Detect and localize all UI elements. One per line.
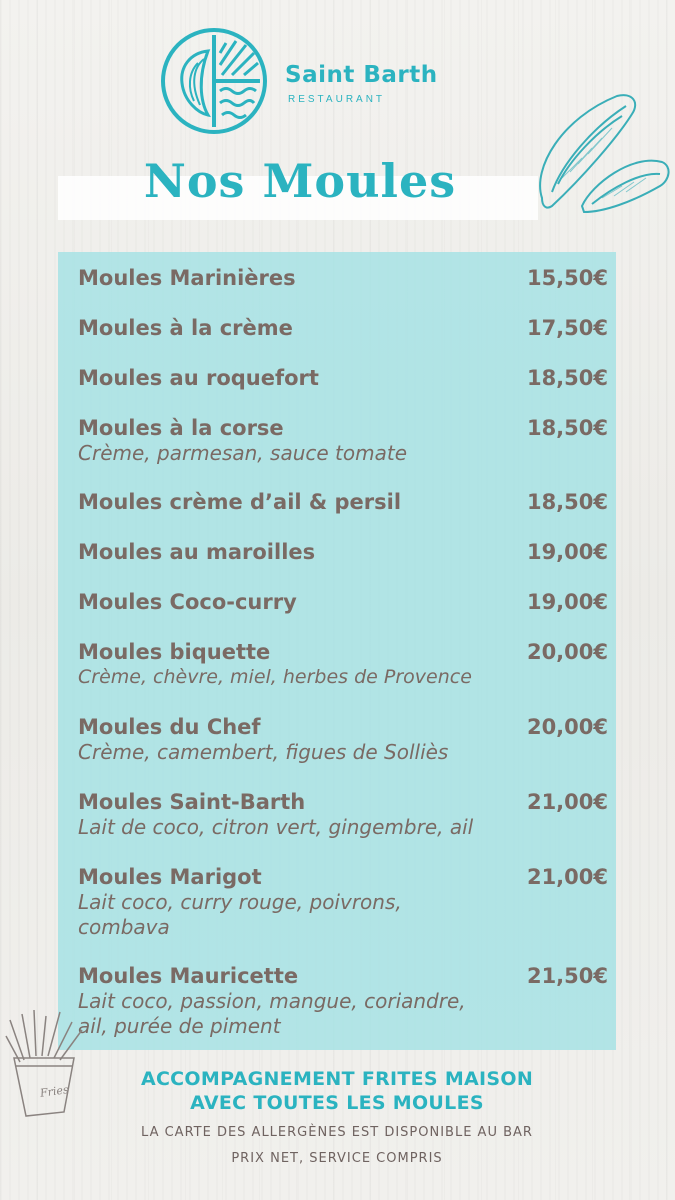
item-price: 19,00€ [526, 540, 608, 564]
price-note: PRIX NET, SERVICE COMPRIS [231, 1151, 443, 1166]
menu-item [78, 415, 608, 466]
item-name: Moules Marinières [78, 266, 296, 290]
item-name: Moules Mauricette [78, 964, 299, 988]
menu-item [78, 963, 608, 1039]
footer-line2: AVEC TOUTES LES MOULES [190, 1092, 484, 1114]
menu-item [78, 365, 608, 391]
item-price: 18,50€ [526, 366, 608, 390]
menu-item [78, 489, 608, 515]
fries-label: Fries [39, 1083, 70, 1100]
item-price: 19,00€ [526, 590, 608, 614]
item-name: Moules à la corse [78, 416, 284, 440]
item-price: 20,00€ [526, 715, 608, 739]
item-name: Moules Saint-Barth [78, 790, 306, 814]
menu-item [78, 789, 608, 840]
item-name: Moules à la crème [78, 316, 293, 340]
item-name: Moules Marigot [78, 865, 262, 889]
item-price: 18,50€ [526, 416, 608, 440]
item-description: Crème, camembert, figues de Solliès [78, 740, 449, 764]
restaurant-logo-icon [160, 27, 268, 135]
item-price: 21,00€ [526, 865, 608, 889]
menu-item [78, 864, 608, 940]
footer-line1: ACCOMPAGNEMENT FRITES MAISON [140, 1068, 534, 1090]
item-name: Moules au roquefort [78, 366, 319, 390]
menu-item [78, 589, 608, 615]
item-description-line2: ail, purée de piment [78, 1014, 281, 1038]
item-description-line2: combava [78, 915, 170, 939]
item-price: 15,50€ [526, 266, 608, 290]
item-price: 17,50€ [526, 316, 608, 340]
item-name: Moules biquette [78, 640, 271, 664]
menu-panel [58, 252, 616, 1050]
item-name: Moules crème d’ail & persil [78, 490, 402, 514]
item-name: Moules au maroilles [78, 540, 316, 564]
item-description: Lait de coco, citron vert, gingembre, ail [78, 815, 474, 839]
brand-name: Saint Barth [285, 62, 438, 88]
item-price: 21,00€ [526, 790, 608, 814]
item-price: 21,50€ [526, 964, 608, 988]
menu-item [78, 265, 608, 291]
item-description: Lait coco, curry rouge, poivrons, [78, 890, 402, 914]
page-title: Nos Moules [143, 154, 457, 208]
item-price: 18,50€ [526, 490, 608, 514]
item-description: Lait coco, passion, mangue, coriandre, [78, 989, 466, 1013]
item-name: Moules du Chef [78, 715, 261, 739]
item-price: 20,00€ [526, 640, 608, 664]
menu-item [78, 714, 608, 765]
allergens-note: LA CARTE DES ALLERGÈNES EST DISPONIBLE AU BAR [141, 1125, 533, 1140]
item-description: Crème, chèvre, miel, herbes de Provence [78, 666, 472, 688]
menu-item [78, 639, 608, 690]
menu-item [78, 539, 608, 565]
item-name: Moules Coco-curry [78, 590, 297, 614]
item-description: Crème, parmesan, sauce tomate [78, 441, 407, 465]
menu-item [78, 315, 608, 341]
brand-subtitle: RESTAURANT [288, 94, 386, 105]
